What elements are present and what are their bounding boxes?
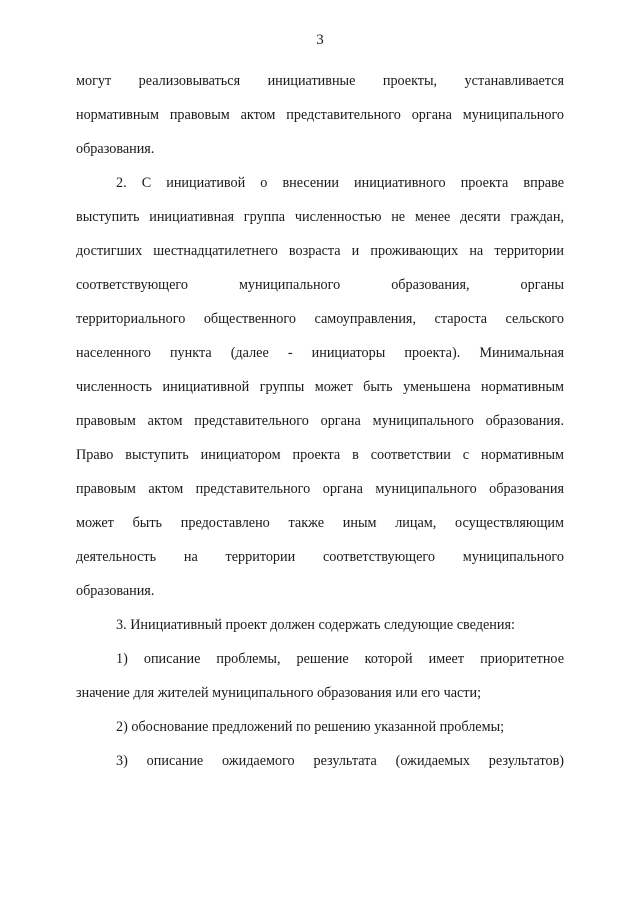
text-line: территориального общественного самоуправления, староста сельского [76, 311, 564, 327]
page-number: 3 [316, 32, 324, 48]
text-line: достигших шестнадцатилетнего возраста и проживающих на территории [76, 243, 564, 259]
text-line: Право выступить инициатором проекта в соответствии с нормативным [76, 447, 564, 463]
text-line: может быть предоставлено также иным лицам, осуществляющим [76, 515, 564, 531]
text-line: значение для жителей муниципального образования или его части; [76, 685, 482, 701]
text-line: правовым актом представительного органа муниципального образования. [76, 413, 564, 429]
text-line: правовым актом представительного органа муниципального образования [76, 481, 564, 497]
text-line: образования. [76, 141, 155, 157]
text-line: населенного пункта (далее - инициаторы проекта). Минимальная [76, 345, 564, 361]
text-line: соответствующего муниципального образования, органы [76, 277, 564, 293]
text-line: могут реализовываться инициативные проекты, устанавливается [76, 73, 564, 89]
list-item-line: 3) описание ожидаемого результата (ожидаемых результатов) [116, 753, 564, 769]
list-item-line: 2) обоснование предложений по решению указанной проблемы; [116, 719, 505, 735]
text-line: образования. [76, 583, 155, 599]
text-line: деятельность на территории соответствующего муниципального [76, 549, 564, 565]
paragraph-start-line: 3. Инициативный проект должен содержать следующие сведения: [116, 617, 515, 633]
paragraph-start-line: 2. С инициативой о внесении инициативного проекта вправе [116, 175, 564, 191]
list-item-line: 1) описание проблемы, решение которой имеет приоритетное [116, 651, 564, 667]
document-body [76, 64, 564, 778]
text-line: выступить инициативная группа численностью не менее десяти граждан, [76, 209, 564, 225]
text-line: численность инициативной группы может быть уменьшена нормативным [76, 379, 564, 395]
text-line: нормативным правовым актом представительного органа муниципального [76, 107, 564, 123]
